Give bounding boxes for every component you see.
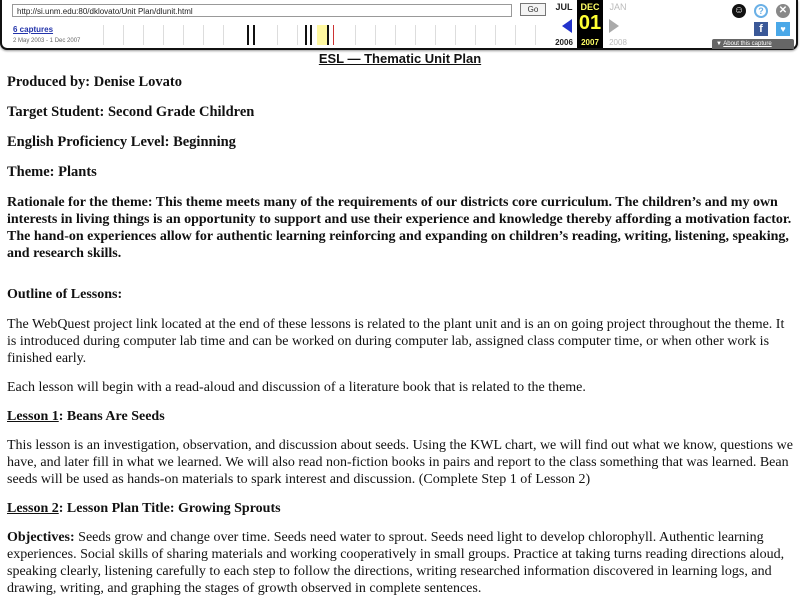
capture-bar[interactable] [310, 25, 312, 45]
year-tick [163, 25, 164, 45]
year-tick [395, 25, 396, 45]
prev-year-link[interactable]: 2006 [555, 38, 573, 47]
year-tick [435, 25, 436, 45]
year-tick [183, 25, 184, 45]
captures-link[interactable]: 6 captures [13, 25, 54, 34]
lesson-2-title: : Lesson Plan Title: Growing Sprouts [58, 501, 281, 516]
next-month-label: JAN [609, 2, 627, 12]
year-tick [415, 25, 416, 45]
triangle-down-icon: ▼ [716, 41, 722, 47]
capture-sparkline[interactable] [97, 22, 542, 47]
current-year-highlight [317, 25, 327, 45]
outline-heading: Outline of Lessons: [7, 287, 123, 302]
capture-bar[interactable] [305, 25, 307, 45]
lesson-2-heading [7, 500, 793, 517]
help-icon[interactable]: ? [754, 4, 768, 18]
capture-bar[interactable] [327, 25, 329, 45]
page-title: ESL — Thematic Unit Plan [318, 51, 482, 66]
document-body [7, 74, 793, 609]
year-tick [495, 25, 496, 45]
objectives-label: Objectives: [7, 530, 75, 545]
current-capture-date [577, 0, 603, 48]
prev-month-link[interactable]: JUL [555, 2, 573, 12]
about-capture-button[interactable] [712, 39, 794, 49]
twitter-icon[interactable]: ♥ [776, 22, 790, 36]
webquest-paragraph: The WebQuest project link located at the end of these lessons is related to the plant unit and is an on going project throughout the theme. It is introduced during computer lab time and can be worked on during computer lab, assigned class computer time, or when other work is finished early. [7, 317, 785, 366]
year-tick [277, 25, 278, 45]
capture-bar[interactable] [247, 25, 249, 45]
capture-range: 2 May 2003 - 1 Dec 2007 [13, 38, 81, 44]
year-tick [203, 25, 204, 45]
produced-by: Produced by: Denise Lovato [7, 74, 182, 90]
year-tick [375, 25, 376, 45]
lesson-1-link[interactable]: Lesson 1 [7, 409, 59, 424]
close-icon[interactable]: ✕ [776, 4, 790, 18]
objectives-body: Seeds grow and change over time. Seeds need water to sprout. Seeds need light to develop chlorophyll. Authentic learning experiences. Social skills of sharing materials and working cooperatively in small groups. Practice at taking turns reading directions aloud, speaking clearly, listening carefully to each step to follow the directions, writing researched information discovered in learning logs, and drawing, writing, and graphing the stages of growth observed in complete sentences. [7, 530, 785, 596]
capture-bar[interactable] [253, 25, 255, 45]
lesson-1-body: This lesson is an investigation, observation, and discussion about seeds. Using the KWL chart, we will find out what we know, questions we have, and later fill in what we learned. We will also read non-fiction books in pairs and report to the class something that was learned. Bean seeds will be used as hands-on materials to spark interest and discussion. (Complete Step 1 of Lesson 2) [7, 438, 793, 487]
rationale: Rationale for the theme: This theme meets many of the requirements of our districts core curriculum. The children’s and my own interests in living things is an opportunity to support and use their experience and knowledge thereby affording a motivation factor. The hand-on experiences allow for authentic learning reinforcing and expanding on children’s reading, writing, listening, speaking, and research skills. [7, 195, 792, 261]
prev-capture-arrow-icon[interactable] [562, 19, 572, 33]
current-year: 2007 [581, 38, 599, 47]
facebook-icon[interactable]: f [754, 22, 768, 36]
year-tick [355, 25, 356, 45]
go-button[interactable]: Go [520, 3, 546, 16]
year-tick [143, 25, 144, 45]
read-aloud-paragraph: Each lesson will begin with a read-aloud and discussion of a literature book that is related to the theme. [7, 380, 586, 395]
theme: Theme: Plants [7, 164, 97, 180]
year-tick [455, 25, 456, 45]
current-day: 01 [578, 12, 602, 34]
user-icon[interactable]: ☺ [733, 5, 745, 16]
lesson-1-title: : Beans Are Seeds [58, 409, 165, 424]
current-month: DEC [580, 2, 600, 12]
lesson-1-heading [7, 408, 793, 425]
year-tick [475, 25, 476, 45]
year-tick [515, 25, 516, 45]
target-student: Target Student: Second Grade Children [7, 104, 255, 120]
lesson-2-link[interactable]: Lesson 2 [7, 501, 59, 516]
lesson-2-objectives [7, 529, 793, 597]
current-capture-marker [333, 25, 334, 45]
next-capture-arrow-icon [609, 19, 619, 33]
year-tick [123, 25, 124, 45]
url-input[interactable]: http://si.unm.edu:80/dklovato/Unit Plan/dlunit.html [12, 4, 512, 17]
wayback-toolbar [0, 0, 798, 50]
year-tick [103, 25, 104, 45]
year-tick [535, 25, 536, 45]
next-year-label: 2008 [609, 38, 627, 47]
about-capture-label: About this capture [723, 41, 772, 47]
year-tick [297, 25, 298, 45]
proficiency-level: English Proficiency Level: Beginning [7, 134, 236, 150]
year-tick [223, 25, 224, 45]
